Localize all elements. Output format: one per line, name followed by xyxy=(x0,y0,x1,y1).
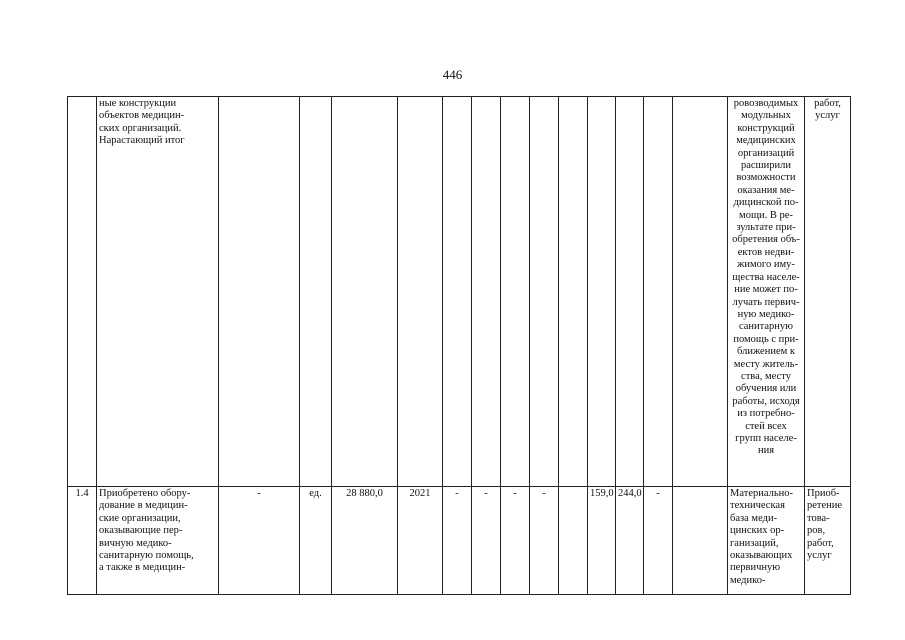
dash-cell: - xyxy=(530,487,559,595)
empty-cell xyxy=(673,487,728,595)
dash-cell: - xyxy=(472,487,501,595)
empty-cell xyxy=(559,487,588,595)
table-row xyxy=(68,487,851,595)
empty-cell xyxy=(530,97,559,487)
unit-cell: ед. xyxy=(300,487,332,595)
empty-cell xyxy=(472,97,501,487)
base-value-cell: 28 880,0 xyxy=(332,487,398,595)
value-cell: 244,0 xyxy=(616,487,644,595)
indicators-table xyxy=(67,96,851,595)
type-cell: работ, услуг xyxy=(805,97,851,487)
table-row xyxy=(68,97,851,487)
base-year-cell: 2021 xyxy=(398,487,443,595)
row-number-cell: 1.4 xyxy=(68,487,97,595)
dash-cell: - xyxy=(644,487,673,595)
row-number-cell xyxy=(68,97,97,487)
empty-cell xyxy=(588,97,616,487)
empty-cell xyxy=(501,97,530,487)
dash-cell: - xyxy=(501,487,530,595)
page-number: 446 xyxy=(442,67,463,82)
dash-cell: - xyxy=(443,487,472,595)
empty-cell xyxy=(644,97,673,487)
type-cell: Приоб- ретение това- ров, работ, услуг xyxy=(805,487,851,595)
indicator-name-cell: Приобретено обору- дование в медицин- ские организации, оказывающие пер- вичную медико- санитарную помощь, а также в медицин- xyxy=(97,487,219,595)
result-cell: ровозводимых модульных конструкций медицинских организаций расширили возможности оказания ме- дицинской по- мощи. В ре- зультате при- обретения объ- ектов недви- жимого иму- щества населе- ние может по- лучать первич- ную медико- санитарную помощь с при- ближением к месту житель- ства, месту обучения или работы, исходя из потребно- стей всех групп населе- ния xyxy=(728,97,805,487)
dash-cell: - xyxy=(219,487,300,595)
empty-cell xyxy=(398,97,443,487)
value-cell: 159,0 xyxy=(588,487,616,595)
empty-cell xyxy=(219,97,300,487)
empty-cell xyxy=(559,97,588,487)
empty-cell xyxy=(443,97,472,487)
empty-cell xyxy=(332,97,398,487)
result-cell: Материально- техническая база меди- цинских ор- ганизаций, оказывающих первичную медико- xyxy=(728,487,805,595)
empty-cell xyxy=(616,97,644,487)
empty-cell xyxy=(300,97,332,487)
empty-cell xyxy=(673,97,728,487)
indicator-name-cell: ные конструкции объектов медицин- ских организаций. Нарастающий итог xyxy=(97,97,219,487)
